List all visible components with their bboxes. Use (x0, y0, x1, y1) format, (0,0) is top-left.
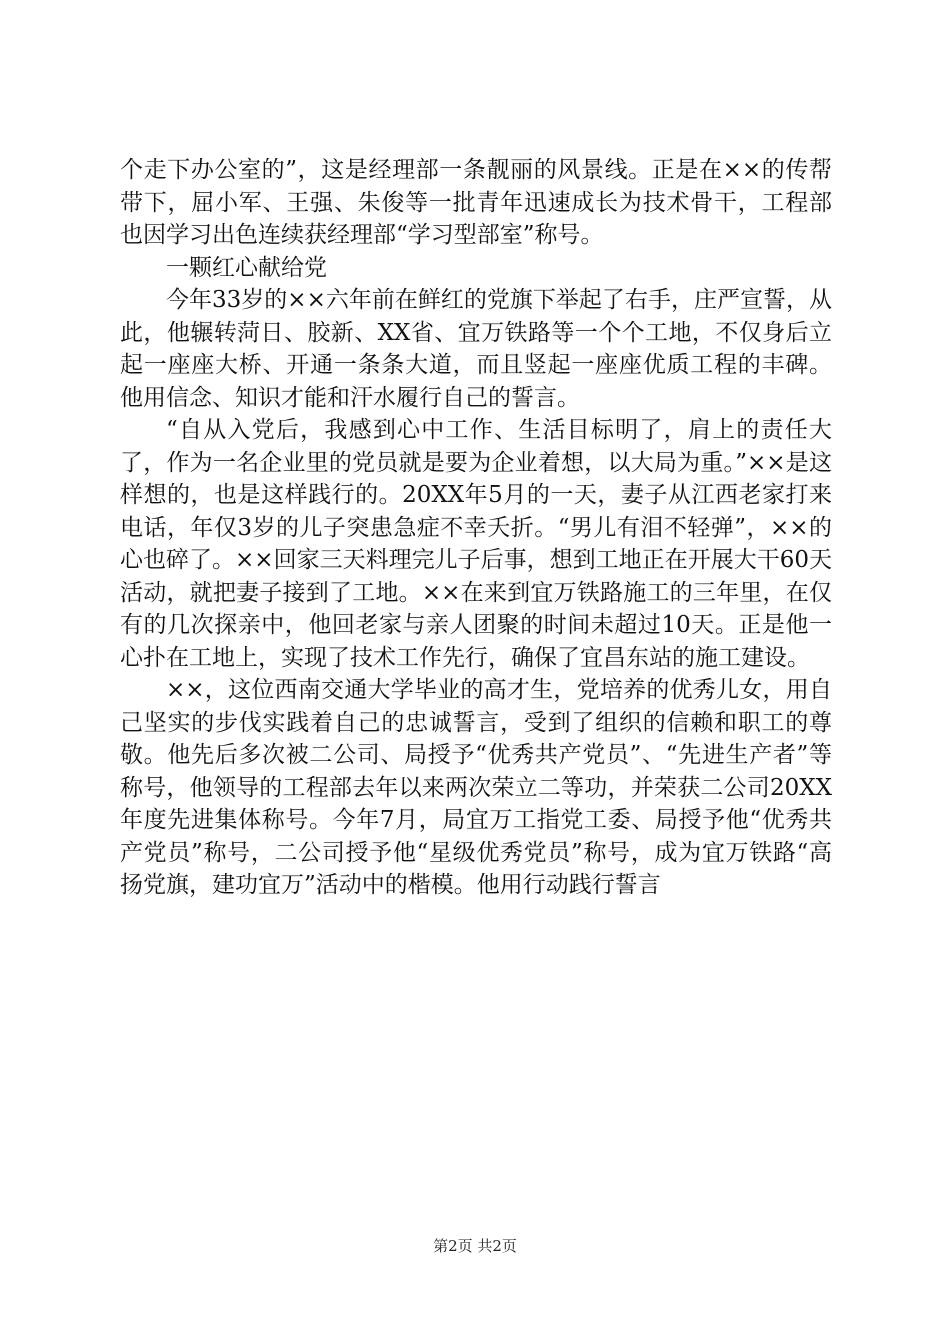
paragraph: ××，这位西南交通大学毕业的高才生，党培养的优秀儿女，用自己坚实的步伐实践着自己的忠诚誓言，受到了组织的信赖和职工的尊敬。他先后多次被二公司、局授予“优秀共产党员”、“先进生产者”等称号，他领导的工程部去年以来两次荣立二等功，并荣获二公司20XX年度先进集体称号。今年7月，局宜万工指党工委、局授予他“优秀共产党员”称号，二公司授予他“星级优秀党员”称号，成为宜万铁路“高扬党旗，建功宜万”活动中的楷模。他用行动践行誓言 (120, 677, 832, 898)
paragraph: 今年33岁的××六年前在鲜红的党旗下举起了右手，庄严宣誓，从此，他辗转菏日、胶新、XX省、宜万铁路等一个个工地，不仅身后立起一座座大桥、开通一条条大道，而且竖起一座座优质工程的丰碑。他用信念、知识才能和汗水履行自己的誓言。 (120, 287, 832, 411)
paragraph: “自从入党后，我感到心中工作、生活目标明了，肩上的责任大了，作为一名企业里的党员就是要为企业着想，以大局为重。”××是这样想的，也是这样践行的。20XX年5月的一天，妻子从江西老家打来电话，年仅3岁的儿子突患急症不幸夭折。“男儿有泪不轻弹”，××的心也碎了。××回家三天料理完儿子后事，想到工地正在开展大干60天活动，就把妻子接到了工地。××在来到宜万铁路施工的三年里，在仅有的几次探亲中，他回老家与亲人团聚的时间未超过10天。正是他一心扑在工地上，实现了技术工作先行，确保了宜昌东站的施工建设。 (120, 417, 832, 671)
paragraph-continuation: 个走下办公室的”，这是经理部一条靓丽的风景线。正是在××的传帮带下，屈小军、王强、朱俊等一批青年迅速成长为技术骨干，工程部也因学习出色连续获经理部“学习型部室”称号。 (120, 157, 832, 248)
page-number: 第2页 共2页 (433, 1237, 517, 1255)
body-text (120, 154, 832, 902)
page-footer (0, 1236, 950, 1256)
section-heading: 一颗红心献给党 (166, 254, 327, 281)
